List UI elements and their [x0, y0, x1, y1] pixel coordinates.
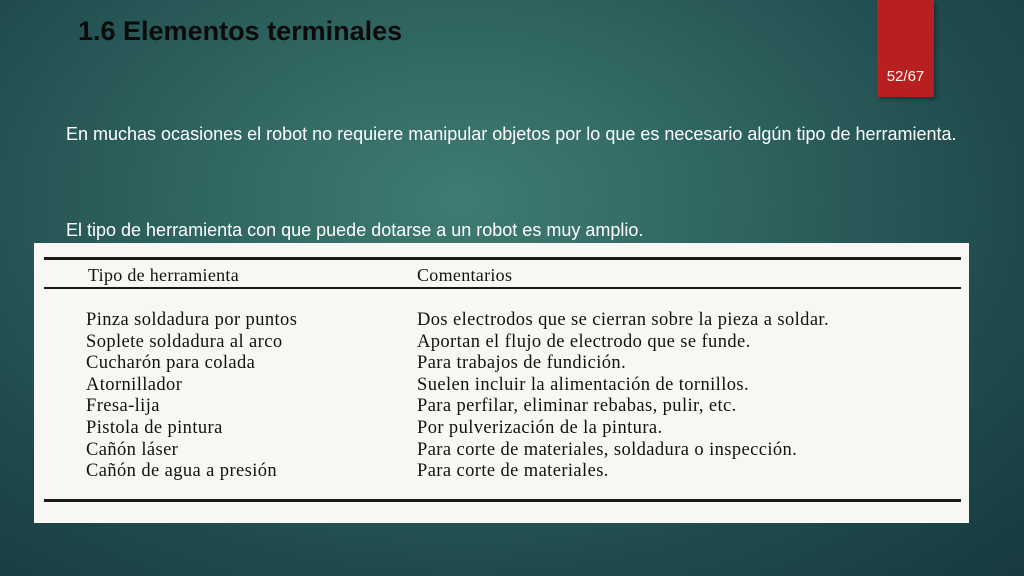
tool-name: Fresa-lija	[86, 396, 160, 417]
table-header-rule	[44, 287, 961, 289]
tool-comment: Para perfilar, eliminar rebabas, pulir, etc.	[417, 396, 737, 417]
tool-comment: Por pulverización de la pintura.	[417, 417, 663, 438]
tool-name: Cañón láser	[86, 439, 179, 460]
page-number: 52/67	[886, 68, 925, 85]
header-tool-type: Tipo de herramienta	[88, 265, 240, 285]
tool-name: Pistola de pintura	[86, 417, 223, 438]
tool-comment: Suelen incluir la alimentación de tornillos.	[417, 374, 750, 395]
slide-title: 1.6 Elementos terminales	[78, 16, 403, 46]
header-comments: Comentarios	[417, 265, 513, 285]
tool-comment: Para corte de materiales, soldadura o inspección.	[417, 439, 798, 460]
page-number-tab	[877, 0, 934, 97]
table-top-rule	[44, 257, 961, 260]
comment-column	[417, 310, 829, 483]
tool-name: Atornillador	[86, 374, 183, 395]
tool-comment: Dos electrodos que se cierran sobre la pieza a soldar.	[417, 310, 829, 330]
tool-name: Soplete soldadura al arco	[86, 331, 283, 352]
tool-comment: Aportan el flujo de electrodo que se funde.	[417, 331, 751, 352]
tool-column	[86, 310, 297, 483]
tool-comment: Para trabajos de fundición.	[417, 353, 627, 374]
tools-table-image	[34, 243, 969, 523]
tool-name: Pinza soldadura por puntos	[86, 310, 298, 330]
tool-name: Cañón de agua a presión	[86, 461, 278, 482]
table-bottom-rule	[44, 499, 961, 502]
range-paragraph: El tipo de herramienta con que puede dotarse a un robot es muy amplio.	[66, 220, 644, 240]
intro-paragraph: En muchas ocasiones el robot no requiere manipular objetos por lo que es necesario algún tipo de herramienta.	[66, 124, 957, 144]
tool-comment: Para corte de materiales.	[417, 461, 609, 482]
tool-name: Cucharón para colada	[86, 353, 256, 374]
